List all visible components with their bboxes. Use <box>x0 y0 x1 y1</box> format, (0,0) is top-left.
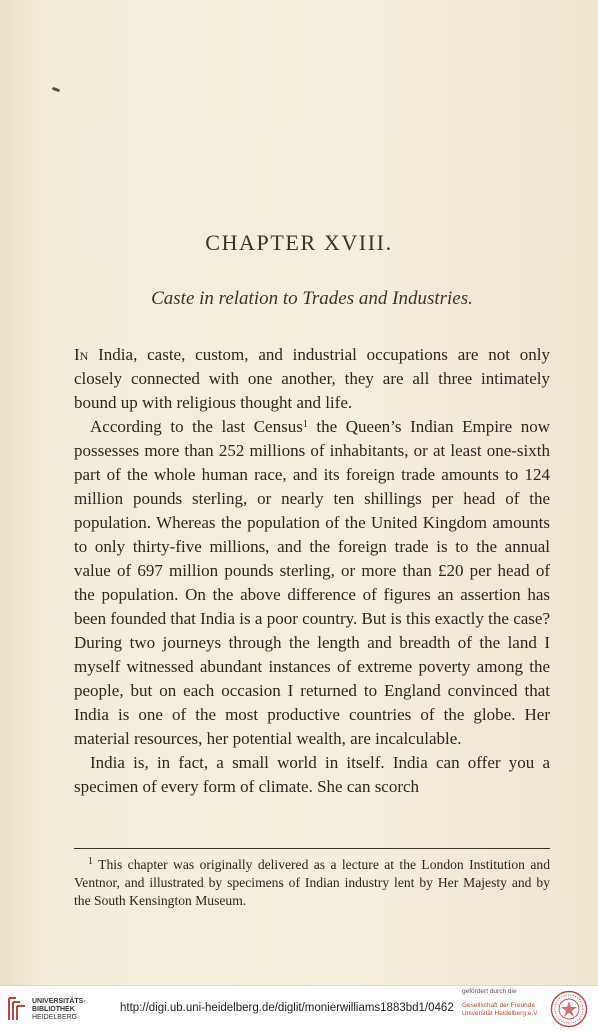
library-name-line-1: UNIVERSITÄTS- <box>32 998 86 1005</box>
chapter-heading: CHAPTER XVIII. <box>205 230 393 255</box>
paragraph-2-start: According to the last Census <box>90 417 303 436</box>
stray-ink-mark <box>52 87 61 93</box>
library-name[interactable] <box>32 998 86 1022</box>
permalink-url[interactable]: http://digi.ub.uni-heidelberg.de/diglit/monierwilliams1883bd1/0462 <box>120 1002 454 1014</box>
body-text <box>74 343 550 799</box>
chapter-subtitle: Caste in relation to Trades and Industries. <box>151 288 473 309</box>
sponsor-line-1: Gesellschaft der Freunde <box>462 1002 535 1009</box>
sponsor-line-2: Universität Heidelberg e.V. <box>462 1010 539 1017</box>
footnote-divider <box>74 848 550 849</box>
university-library-logo-icon[interactable] <box>6 994 28 1024</box>
paragraph-1-text: India, caste, custom, and industrial occupations are not only closely connected with one another, they are all three intimately bound up with religious thought and life. <box>74 345 550 412</box>
paragraph-1-lead: In <box>74 345 89 364</box>
digitization-footer <box>0 985 598 1031</box>
library-name-line-3: HEIDELBERG <box>32 1014 78 1021</box>
footnote-text: This chapter was originally delivered as a lecture at the London Institution and Ventnor, and illustrated by specimens of Indian industry lent by Her Majesty and by the South Kensington Museum. <box>74 857 550 908</box>
paragraph-3: India is, in fact, a small world in itself. India can offer you a specimen of every form of climate. She can scorch <box>74 753 550 796</box>
footnote <box>74 856 550 910</box>
sponsor-credit[interactable] <box>462 988 542 1018</box>
sponsor-heading: gefördert durch die <box>462 988 517 995</box>
footnote-ref-marker: 1 <box>302 419 308 430</box>
paragraph-1 <box>74 343 550 415</box>
paragraph-2 <box>74 415 550 751</box>
university-seal-icon[interactable] <box>550 990 588 1028</box>
library-name-line-2: BIBLIOTHEK <box>32 1006 75 1013</box>
paragraph-2-rest: the Queen’s Indian Empire now possesses more than 252 millions of inhabitants, or at least one-sixth part of the whole human race, and its foreign trade amounts to 124 million pounds sterling, or nearly ten shillings per head of the population. Whereas the population of the United Kingdom amounts to only thirty-five millions, and the foreign trade is to the annual value of 697 million pounds sterling, or more than £20 per head of the population. On the above difference of figures an assertion has been founded that India is a poor country. But is this exactly the case? During two journeys through the length and breadth of the land I myself witnessed abundant instances of extreme poverty among the people, but on each occasion I returned to England convinced that India is one of the most productive countries of the globe. Her material resources, her potential wealth, are incalculable. <box>74 417 550 748</box>
footnote-marker: 1 <box>88 856 93 867</box>
